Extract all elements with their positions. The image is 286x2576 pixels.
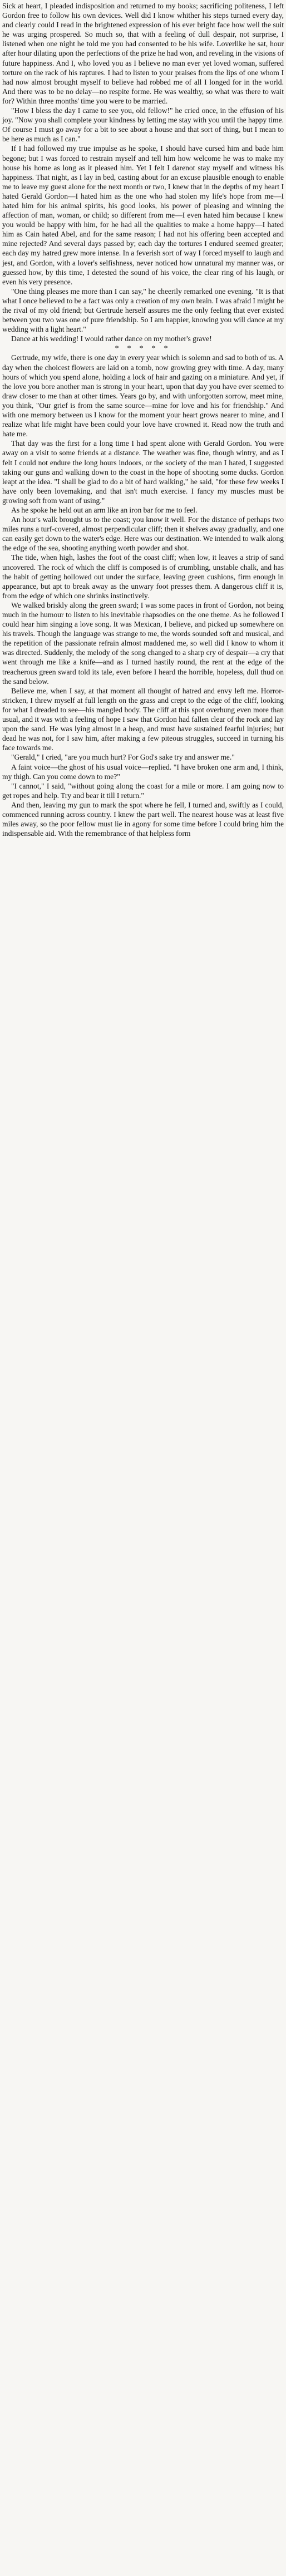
story-text-column (2, 1, 284, 838)
paragraph-6: Gertrude, my wife, there is one day in every year which is solemn and sad to both of us. A day when the choicest flowers are laid on a tomb, now growing grey with time. A day, many hours of which you spend alone, holding a lock of hair and gazing on a miniature. And yet, if the love you bore another man is strong in your heart, upon that day you have ever seemed to draw closer to me than at other times. Years go by, and with unforgotten sorrow, meet mine, you think, "Our grief is from the same source—mine for love and his for friendship." And with one memory between us I know for the moment your heart grows nearer to mine, and I realize what life might have been could your love have crowned it. Read now the truth and hate me. (2, 353, 284, 439)
paragraph-9: An hour's walk brought us to the coast; you know it well. For the distance of perhaps two miles runs a turf-covered, almost perpendicular cliff; then it shelves away gradually, and one can easily get down to the water's edge. Here was our destination. We intended to walk along the edge of the sea, shooting anything worth powder and shot. (2, 515, 284, 553)
paragraph-8: As he spoke he held out an arm like an iron bar for me to feel. (11, 505, 198, 514)
paragraph-16: And then, leaving my gun to mark the spot where he fell, I turned and, swiftly as I could, commenced running across country. I knew the part well. The nearest house was at least five miles away, so the poor fellow must lie in agony for some time before I could bring him the indispensable aid. With the remembrance of that helpless form (2, 800, 284, 838)
paragraph-4: "One thing pleases me more than I can say," he cheerily remarked one evening. "It is that what I once believed to be a fact was only a creation of my own brain. I was afraid I might be the rival of my old friend; but Gertrude herself assures me the only feeling that ever existed between you two was one of pure friendship. So I am happier, knowing you will dance at my wedding with a light heart." (2, 287, 284, 334)
paragraph-7: That day was the first for a long time I had spent alone with Gerald Gordon. You were away on a visit to some friends at a distance. The weather was fine, though wintry, and as I felt I could not endure the long hours indoors, or the society of the man I hated, I suggested taking our guns and walking down to the coast in the hope of shooting some ducks. Gordon leapt at the idea. "I shall be glad to do a bit of hard walking," he said, "for these few weeks I have only been lovemaking, and that isn't much exercise. I fancy my muscles must be growing soft from want of using." (2, 439, 284, 505)
paragraph-12: Believe me, when I say, at that moment all thought of hatred and envy left me. Horror-stricken, I threw myself at full length on the grass and crept to the edge of the cliff, looking for what I dreaded to see—his mangled body. The cliff at this spot overhung even more than usual, and it was with a feeling of hope I saw that Gordon had fallen clear of the rock and lay upon the sand. He was lying almost in a heap, and must have sustained fearful injuries; but dead he was not, for I saw him, after making a few piteous struggles, succeed in turning his face towards me. (2, 686, 284, 752)
paragraph-5: Dance at his wedding! I would rather dance on my mother's grave! (11, 334, 212, 343)
paragraph-10: The tide, when high, lashes the foot of the coast cliff; when low, it leaves a strip of sand uncovered. The rock of which the cliff is composed is of crumbling, unstable chalk, and has the habit of getting hollowed out under the surface, leaving green cushions, firm enough in appearance, but apt to break away as the unwary foot presses them. A dangerous cliff it is, from the edge of which one shrinks instinctively. (2, 553, 284, 600)
paragraph-11: We walked briskly along the green sward; I was some paces in front of Gordon, not being much in the humour to listen to his inevitable rhapsodies on the one theme. As he followed I could hear him singing a love song. It was Mexican, I believe, and picked up somewhere on his travels. Though the language was strange to me, the words sounded soft and musical, and the repetition of the passionate refrain almost maddened me, so well did I know to whom it was directed. Suddenly, the melody of the song changed to a sharp cry of despair—a cry that went through me like a knife—and as I turned hastily round, the rent at the edge of the treacherous green sward told its tale, even before I heard the horrible, hopeless, dull thud on the sand below. (2, 600, 284, 686)
paragraph-1: Sick at heart, I pleaded indisposition and returned to my books; sacrificing politeness, I left Gordon free to follow his own devices. Well did I know whither his steps turned every day, and clearly could I read in the brightened expression of his ever bright face how well the suit he was urging prospered. So much so, that with a feeling of dull despair, not surprise, I listened when one night he told me you had consented to be his wife. Loverlike he sat, hour after hour dilating upon the perfections of the prize he had won, and reveling in the visions of future happiness. And I, who loved you as I believe no man ever yet loved woman, suffered torture on the rack of his raptures. I had to listen to your praises from the lips of one whom I had now almost brought myself to believe had robbed me of all I longed for in the world. And there was to be no delay—no respite forme. He was wealthy, so what was there to wait for? Within three months' time you were to be married. (2, 2, 284, 105)
section-break: * * * * * (115, 344, 171, 353)
paragraph-2: "How I bless the day I came to see you, old fellow!" he cried once, in the effusion of his joy. "Now you shall complete your kindness by letting me stay with you until the happy time. Of course I must go away for a bit to see about a house and that sort of thing, but I mean to be here as much as I can." (2, 106, 284, 144)
paragraph-15: "I cannot," I said, "without going along the coast for a mile or more. I am going now to get ropes and help. Try and bear it till I return." (2, 781, 284, 800)
paragraph-3: If I had followed my true impulse as he spoke, I should have cursed him and bade him begone; but I was forced to restrain myself and tell him how welcome he was to make my house his home as long as it pleased him. Yet I felt I darenot stay myself and witness his happiness. That night, as I lay in bed, casting about for an excuse plausible enough to enable me to leave my guest alone for the next month or two, I knew that in the depths of my heart I hated Gerald Gordon—I hated him as the one who had stolen my life's hope from me—I hated him for his animal spirits, his good looks, his power of pleasing and winning the affection of man, woman, or child; so different from me—I even hated him because I knew you would be happy with him, for he had all the qualities to make a home happy—I hated him as Cain hated Abel, and for the same reason; I had not his offering been accepted and mine rejected? And several days passed by; each day the tortures I endured seemed greater; each day my hatred grew more intense. In a feverish sort of way I forced myself to laugh and jest, and Gordon, with a lover's selfishness, never noticed how unnatural my manner was, or guessed how, by this time, I detested the sound of his voice, the clear ring of his laugh, or even his very presence. (2, 144, 284, 286)
paragraph-13: "Gerald," I cried, "are you much hurt? For God's sake try and answer me." (11, 753, 235, 762)
paragraph-14: A faint voice—the ghost of his usual voice—replied. "I have broken one arm and, I think, my thigh. Can you come down to me?" (2, 762, 284, 781)
